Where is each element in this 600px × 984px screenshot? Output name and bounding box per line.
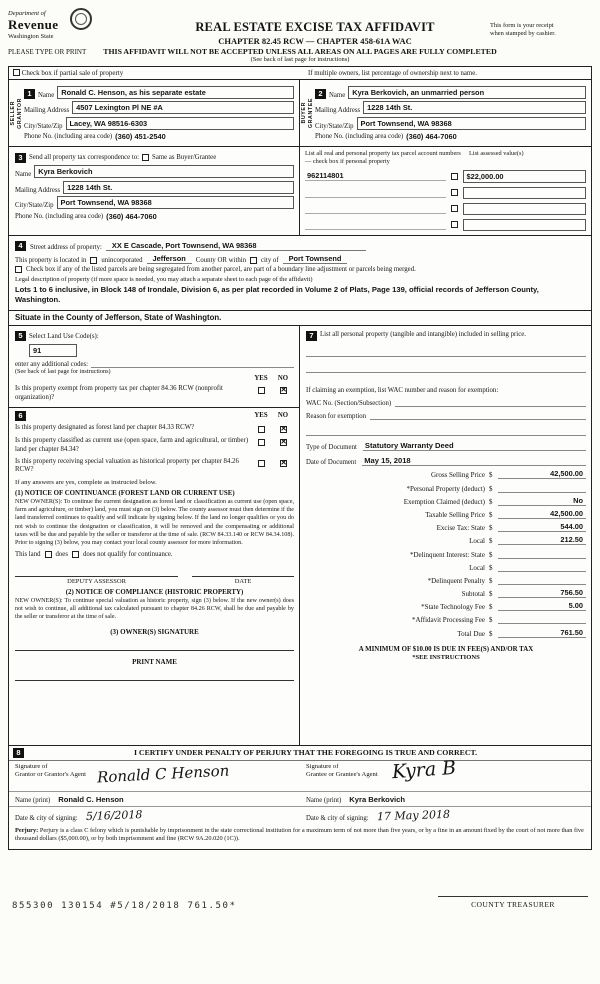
current-use-question: Is this property classified as current use (open space, farm and agricultural, or timber) land per chapter 84.34? <box>15 436 249 453</box>
document-type-label: Type of Document <box>306 444 357 452</box>
correspondence-parcels-row <box>9 147 591 236</box>
excise-tax-state-value[interactable]: 544.00 <box>498 522 586 532</box>
land-does-not-checkbox[interactable] <box>72 551 79 558</box>
seller-section <box>9 80 300 146</box>
dollar-sign: $ <box>489 576 493 585</box>
land-does-checkbox[interactable] <box>45 551 52 558</box>
current-use-question-row <box>15 437 294 455</box>
minimum-fee-note: A MINIMUM OF $10.00 IS DUE IN FEE(S) AND/OR TAX <box>358 645 534 653</box>
deputy-assessor-signature-line[interactable] <box>15 568 178 577</box>
additional-codes-field[interactable] <box>91 360 294 368</box>
parcel-number-field[interactable] <box>305 204 446 214</box>
seller-name-field[interactable]: Ronald C. Henson, as his separate estate <box>57 86 294 99</box>
receipt-note-line2: when stamped by cashier. <box>490 30 556 38</box>
grantee-signature-cell <box>300 756 591 791</box>
same-as-buyer-label: Same as Buyer/Grantee <box>152 154 217 161</box>
county-field[interactable]: Jefferson <box>147 254 192 264</box>
dor-seal-icon <box>70 8 92 30</box>
grantor-signature-of-label: Signature of <box>15 762 48 770</box>
document-date-label: Date of Document <box>306 459 357 467</box>
buyer-grantee-vertical-label: BUYER GRANTEE <box>300 97 314 129</box>
exemption-claim-label: If claiming an exemption, list WAC number and reason for exemption: <box>306 387 499 395</box>
wac-number-label: WAC No. (Section/Subsection) <box>306 400 392 408</box>
notice-continuance-body: NEW OWNER(S): To continue the current designation as forest land or classification as current use (open space, farm and agriculture, or timber) land, you must sign on (3) below. The county assessor must then determine if the land transferred continues to qualify and will indicate by signing below. If the land no longer qualifies or you do not wish to continue the designation or classification, it will be removed and the compensating or additional taxes will be due and payable by the seller or transferor at the time of sale. (RCW 84.33.140 or RCW 84.34.108). Prior to signing (3) below, you may contact your local county assessor for more information. <box>15 499 294 546</box>
signing-date-row <box>9 806 591 824</box>
segregated-checkbox[interactable] <box>15 266 22 273</box>
does-label: does <box>55 550 68 558</box>
seller-citystatezip-label: City/State/Zip <box>24 122 63 130</box>
dollar-sign: $ <box>489 590 493 599</box>
parcel-personal-checkbox[interactable] <box>451 221 458 228</box>
yes-no-header-s6: YES NO <box>254 412 289 420</box>
affidavit-processing-fee-value[interactable] <box>498 614 586 624</box>
exemption-claimed-value[interactable]: No <box>498 496 586 506</box>
situate-line: Situate in the County of Jefferson, State of Washington. <box>9 311 591 326</box>
does-not-label: does not qualify for continuance. <box>82 550 173 558</box>
buyer-address-field[interactable]: 1228 14th St. <box>363 101 586 114</box>
logo-revenue-line: Revenue <box>8 17 59 32</box>
correspondence-address-field[interactable]: 1228 14th St. <box>63 181 294 194</box>
parcel-personal-checkbox[interactable] <box>451 205 458 212</box>
seller-name-label: Name <box>38 91 55 99</box>
state-technology-fee-label: *State Technology Fee <box>421 603 485 612</box>
exempt-question-row <box>15 385 294 403</box>
document-type-field[interactable]: Statutory Warranty Deed <box>363 441 586 451</box>
located-in-label: This property is located in <box>15 256 87 264</box>
legal-description-field[interactable]: Lots 1 to 6 inclusive, in Block 148 of Irondale, Division 6, as per plat recorded in Volume 2 of Plats, Page 139, official records of Jefferson County, Washington. <box>15 285 539 305</box>
top-row <box>9 67 591 80</box>
assessed-value-field[interactable] <box>463 187 586 199</box>
parcel-row <box>305 219 586 231</box>
left-column <box>9 326 300 745</box>
county-or-label: County OR within <box>195 256 247 264</box>
assessed-value-field[interactable]: $22,000.00 <box>463 170 586 183</box>
current-use-no-checkbox[interactable] <box>280 439 287 446</box>
wac-number-field[interactable] <box>395 399 586 407</box>
section-6-number: 6 <box>15 411 26 421</box>
see-back-note: (See back of last page for instructions) <box>250 56 350 63</box>
historic-yes-checkbox[interactable] <box>258 460 265 467</box>
grantor-signature[interactable]: Ronald C Henson <box>96 761 230 787</box>
notice-compliance-title: (2) NOTICE OF COMPLIANCE (HISTORIC PROPERTY) <box>65 588 244 596</box>
city-field[interactable]: Port Townsend <box>283 254 348 264</box>
parcel-number-field[interactable]: 962114801 <box>305 171 446 181</box>
dor-logo <box>8 6 140 40</box>
subtotal-value[interactable]: 756.50 <box>498 588 586 598</box>
historic-question-row <box>15 458 294 476</box>
print-name-line[interactable] <box>15 672 294 681</box>
correspondence-name-field[interactable]: Kyra Berkovich <box>34 165 294 178</box>
excise-tax-state-label: Excise Tax: State <box>436 524 485 533</box>
land-use-code-field[interactable]: 91 <box>29 344 77 357</box>
correspondence-name-label: Name <box>15 171 32 178</box>
grantee-printed-name[interactable]: Kyra Berkovich <box>349 794 406 804</box>
deputy-assessor-label: DEPUTY ASSESSOR <box>67 577 126 585</box>
see-back-note-s5: (See back of last page for instructions) <box>15 367 111 375</box>
dollar-sign: $ <box>489 471 493 480</box>
dollar-sign: $ <box>489 524 493 533</box>
see-instructions-note: *SEE INSTRUCTIONS <box>412 653 480 661</box>
city-of-label: city of <box>261 256 279 264</box>
dollar-sign: $ <box>489 550 493 559</box>
buyer-citystatezip-label: City/State/Zip <box>315 122 354 130</box>
dollar-sign: $ <box>489 497 493 506</box>
buyer-phone-field[interactable]: (360) 464-7060 <box>406 132 457 141</box>
delinquent-interest-state-value[interactable] <box>498 549 586 559</box>
gross-selling-price-value[interactable]: 42,500.00 <box>498 469 586 479</box>
same-as-buyer-checkbox[interactable] <box>142 154 149 161</box>
parcel-number-field[interactable] <box>305 220 446 230</box>
right-column <box>300 326 591 745</box>
section-2-number: 2 <box>315 89 326 99</box>
forest-yes-checkbox[interactable] <box>258 426 265 433</box>
historic-no-checkbox[interactable] <box>280 460 287 467</box>
please-type-print-label: PLEASE TYPE OR PRINT <box>8 48 87 56</box>
parties-section <box>9 80 591 147</box>
deputy-date-label: DATE <box>234 577 252 585</box>
assessed-values-header: List assessed value(s) <box>468 150 524 157</box>
unincorporated-checkbox[interactable] <box>90 257 97 264</box>
seller-phone-field[interactable]: (360) 451-2540 <box>115 132 166 141</box>
assessed-value-field[interactable] <box>463 203 586 215</box>
parcels-section <box>300 147 591 235</box>
section-1-number: 1 <box>24 89 35 99</box>
seller-address-field[interactable]: 4507 Lexington Pl NE #A <box>72 101 294 114</box>
gross-selling-price-label: Gross Selling Price <box>430 471 485 480</box>
exempt-yes-checkbox[interactable] <box>258 387 265 394</box>
form-chapter: CHAPTER 82.45 RCW — CHAPTER 458-61A WAC <box>218 36 412 46</box>
certification-statement: I CERTIFY UNDER PENALTY OF PERJURY THAT THE FOREGOING IS TRUE AND CORRECT. <box>133 748 478 758</box>
forest-question-row <box>15 424 294 434</box>
excise-tax-local-value[interactable]: 212.50 <box>498 535 586 545</box>
correspondence-citystatezip-label: City/State/Zip <box>15 202 54 209</box>
correspondence-citystatezip-field[interactable]: Port Townsend, WA 98368 <box>57 196 294 209</box>
correspondence-section <box>9 147 300 235</box>
owners-signature-title: (3) OWNER(S) SIGNATURE <box>110 628 199 637</box>
parcel-row <box>305 187 586 199</box>
street-address-label: Street address of property: <box>30 244 102 252</box>
total-due-value[interactable]: 761.50 <box>498 628 586 638</box>
buyer-section <box>300 80 591 146</box>
exempt-no-checkbox[interactable] <box>280 387 287 394</box>
yes-no-header-s5: YES NO <box>254 374 289 382</box>
logo-dept-line: Department of <box>8 10 46 17</box>
grantee-date-city-label: Date & city of signing: <box>306 814 369 822</box>
section-3-number: 3 <box>15 153 26 163</box>
dollar-sign: $ <box>489 563 493 572</box>
seller-citystatezip-field[interactable]: Lacey, WA 98516-6303 <box>66 117 294 130</box>
buyer-citystatezip-field[interactable]: Port Townsend, WA 98368 <box>357 117 586 130</box>
receipt-note-line1: This form is your receipt <box>490 22 554 29</box>
printed-name-row <box>9 791 591 806</box>
print-name-title: PRINT NAME <box>132 658 177 667</box>
grantee-name-print-label: Name (print) <box>306 796 342 804</box>
exemption-reason-line[interactable] <box>306 424 586 436</box>
grantee-signature[interactable]: Kyra B <box>391 756 457 783</box>
this-land-label: This land <box>15 550 41 558</box>
dollar-sign: $ <box>489 484 493 493</box>
send-correspondence-label: Send all property tax correspondence to: <box>29 154 140 161</box>
dollar-sign: $ <box>489 537 493 546</box>
parcel-personal-checkbox[interactable] <box>451 173 458 180</box>
delinquent-penalty-value[interactable] <box>498 575 586 585</box>
owners-signature-line[interactable] <box>15 642 294 651</box>
additional-codes-label: enter any additional codes: <box>15 360 89 368</box>
grantor-agent-label: Grantor or Grantor's Agent <box>15 770 86 778</box>
certification-header <box>9 746 591 761</box>
grantee-signature-of-label: Signature of <box>306 762 339 770</box>
section-7-number: 7 <box>306 331 317 341</box>
street-address-field[interactable]: XX E Cascade, Port Townsend, WA 98368 <box>106 241 366 251</box>
grantor-printed-name[interactable]: Ronald C. Henson <box>58 794 124 804</box>
perjury-notice <box>9 824 591 849</box>
taxable-selling-price-label: Taxable Selling Price <box>425 510 485 519</box>
partial-sale-checkbox[interactable] <box>13 69 20 76</box>
partial-sale-label: Check box if partial sale of property <box>21 69 124 77</box>
if-yes-note: If any answers are yes, complete as instructed below. <box>15 479 157 487</box>
correspondence-address-label: Mailing Address <box>15 186 61 194</box>
exempt-question: Is this property exempt from property tax per chapter 84.36 RCW (nonprofit organization)? <box>15 384 223 401</box>
section-4-number: 4 <box>15 241 26 251</box>
correspondence-phone-label: Phone No. (including area code) <box>15 212 104 220</box>
grantor-signing-date[interactable]: 5/16/2018 <box>85 807 143 823</box>
grantor-date-city-label: Date & city of signing: <box>15 814 78 822</box>
delinquent-interest-local-label: Local <box>469 563 485 572</box>
buyer-name-label: Name <box>329 91 346 99</box>
personal-property-line[interactable] <box>306 361 586 373</box>
dollar-sign: $ <box>489 510 493 519</box>
dollar-sign: $ <box>489 629 493 638</box>
affidavit-processing-fee-label: *Affidavit Processing Fee <box>412 616 485 625</box>
form-body <box>8 66 592 850</box>
title-block <box>140 6 490 46</box>
partial-sale-row <box>13 69 300 77</box>
personal-property-line[interactable] <box>306 345 586 357</box>
city-of-checkbox[interactable] <box>250 257 257 264</box>
notice-compliance-body: NEW OWNER(S): To continue special valuation as historic property, sign (3) below. If the new owner(s) does not wish to continue, all additional tax calculated pursuant to chapter 84.26 RCW, shall be due and payable by the seller or transferor at the time of sale. <box>15 597 294 621</box>
personal-property-label: List all personal property (tangible and intangible) included in selling price. <box>320 331 526 339</box>
document-date-field[interactable]: May 15, 2018 <box>362 456 586 466</box>
delinquent-interest-local-value[interactable] <box>498 562 586 572</box>
exemption-reason-field[interactable] <box>370 412 586 420</box>
buyer-name-field[interactable]: Kyra Berkovich, an unmarried person <box>348 86 586 99</box>
seller-address-label: Mailing Address <box>24 107 70 114</box>
exemption-claimed-label: Exemption Claimed (deduct) <box>403 497 485 506</box>
instructions-strip <box>8 47 592 63</box>
parcel-number-field[interactable] <box>305 188 446 198</box>
property-section <box>9 236 591 311</box>
seller-phone-label: Phone No. (including area code) <box>24 133 113 140</box>
dollar-sign: $ <box>489 603 493 612</box>
dollar-sign: $ <box>489 616 493 625</box>
parcel-numbers-header: List all real and personal property tax parcel account numbers — check box if personal property <box>305 150 461 165</box>
seller-grantor-vertical-label: SELLER GRANTOR <box>9 97 23 129</box>
multiple-owners-note: If multiple owners, list percentage of ownership next to name. <box>308 69 477 77</box>
main-columns <box>9 326 591 746</box>
buyer-address-label: Mailing Address <box>315 107 361 114</box>
taxable-selling-price-value[interactable]: 42,500.00 <box>498 509 586 519</box>
county-treasurer-label: COUNTY TREASURER <box>438 896 588 911</box>
section-8-number: 8 <box>13 748 24 758</box>
excise-tax-local-label: Local <box>469 537 485 546</box>
signature-row <box>9 756 591 791</box>
parcel-personal-checkbox[interactable] <box>451 189 458 196</box>
current-use-yes-checkbox[interactable] <box>258 439 265 446</box>
buyer-phone-label: Phone No. (including area code) <box>315 133 404 140</box>
logo-state-line: Washington State <box>8 33 54 40</box>
correspondence-phone-field[interactable]: (360) 464-7060 <box>106 211 157 221</box>
segregated-label: Check box if any of the listed parcels are being segregated from another parcel, are part of a boundary line adjustment or parcels being merged. <box>26 266 416 274</box>
historic-question: Is this property receiving special valuation as historical property per chapter 84.26 RCW? <box>15 457 239 474</box>
delinquent-penalty-label: *Delinquent Penalty <box>427 576 485 585</box>
parcel-row <box>305 170 586 183</box>
perjury-lead: Perjury: <box>15 826 39 834</box>
legal-description-label: Legal description of property (if more space is needed, you may attach a separate sheet to each page of the affidavit) <box>15 276 313 284</box>
delinquent-interest-state-label: *Delinquent Interest: State <box>409 550 485 559</box>
subtotal-label: Subtotal <box>461 590 485 599</box>
section-divider <box>9 407 299 408</box>
unincorporated-label: unincorporated <box>101 256 143 264</box>
personal-property-deduct-label: *Personal Property (deduct) <box>406 484 485 493</box>
warning-line: THIS AFFIDAVIT WILL NOT BE ACCEPTED UNLESS ALL AREAS ON ALL PAGES ARE FULLY COMPLETED <box>103 47 497 56</box>
cashier-stamp: 855300 130154 #5/18/2018 761.50* <box>12 900 237 911</box>
forest-question: Is this property designated as forest land per chapter 84.33 RCW? <box>15 423 195 431</box>
grantor-name-print-label: Name (print) <box>15 796 51 804</box>
land-use-code-label: Select Land Use Code(s): <box>29 332 99 340</box>
continuance-qualify-row <box>15 551 294 558</box>
forest-no-checkbox[interactable] <box>280 426 287 433</box>
footer <box>8 896 592 911</box>
personal-property-deduct-value[interactable] <box>498 483 586 493</box>
exemption-reason-label: Reason for exemption <box>306 413 367 421</box>
grantee-signing-date[interactable]: 17 May 2018 <box>376 807 450 823</box>
assessed-value-field[interactable] <box>463 219 586 231</box>
receipt-note <box>490 6 592 39</box>
header <box>8 6 592 46</box>
deputy-assessor-date-line[interactable] <box>192 568 294 577</box>
parcel-row <box>305 203 586 215</box>
section-5-number: 5 <box>15 331 26 341</box>
grantee-agent-label: Grantee or Grantee's Agent <box>306 770 378 778</box>
grantor-signature-cell <box>9 761 300 791</box>
total-due-label: Total Due <box>457 629 485 638</box>
notice-continuance-title: (1) NOTICE OF CONTINUANCE (FOREST LAND OR CURRENT USE) <box>15 490 235 498</box>
form-title: REAL ESTATE EXCISE TAX AFFIDAVIT <box>195 20 435 34</box>
perjury-body: Perjury is a class C felony which is punishable by imprisonment in the state correctional institution for a maximum term of not more than five years, or by a fine in an amount fixed by the court of not more than five thousand dollars ($5,000.00), or by both imprisonment and fine (RCW 9A.20.020 (1C)). <box>15 826 584 843</box>
state-technology-fee-value[interactable]: 5.00 <box>498 601 586 611</box>
